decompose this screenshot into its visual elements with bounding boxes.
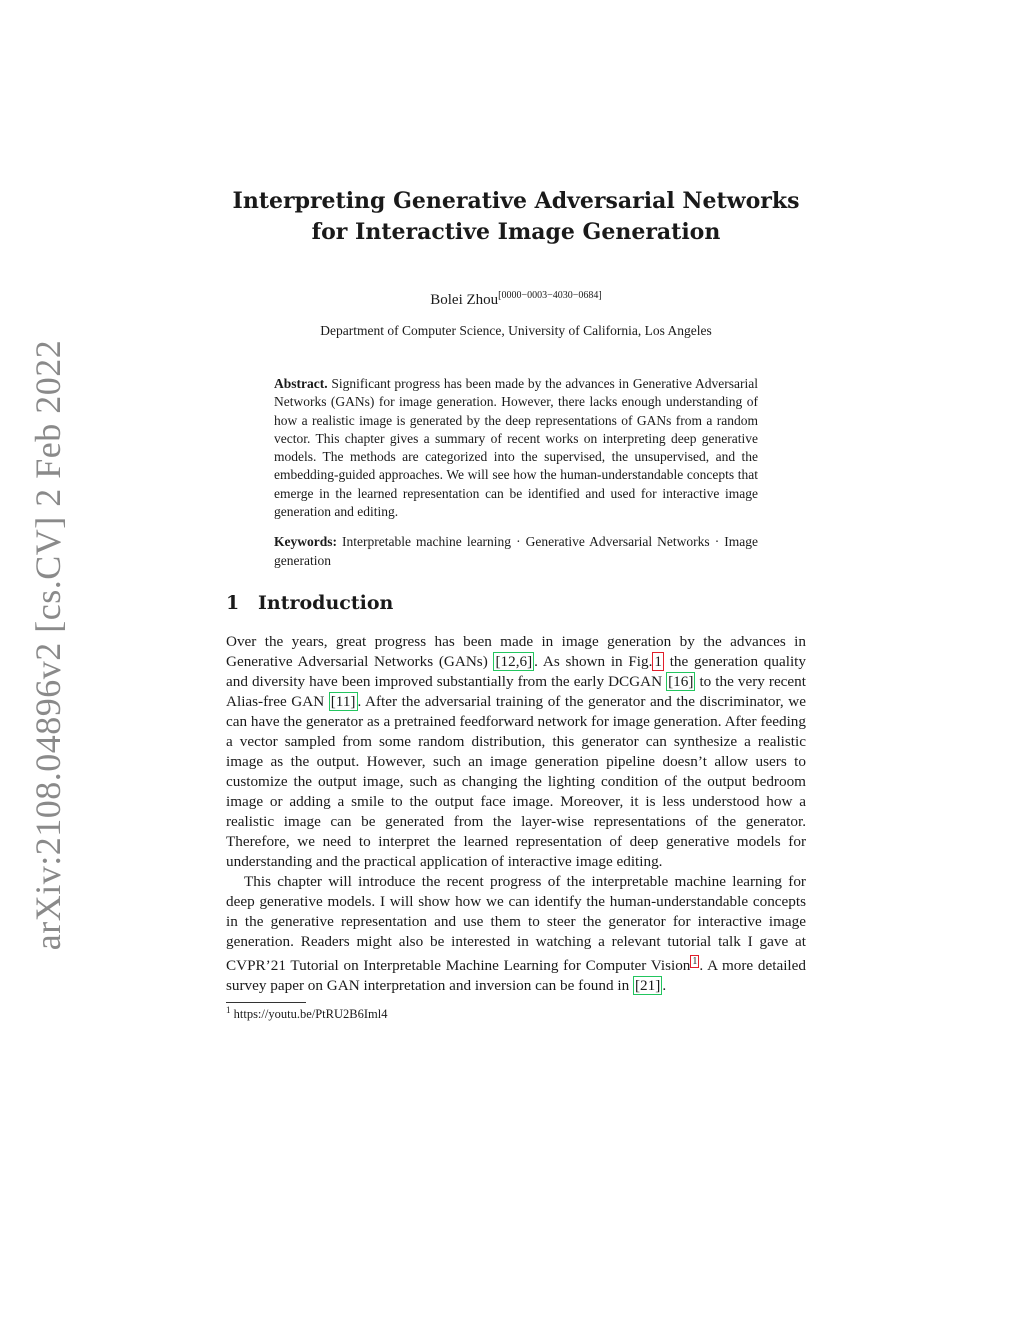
abstract xyxy=(274,375,758,521)
paper-page xyxy=(226,186,806,1022)
footnote-divider xyxy=(226,1002,306,1003)
p2-text-c: . xyxy=(662,977,667,995)
paragraph-2 xyxy=(226,872,806,996)
p1-text-c: the generation quality and diversity have been improved substantially from the early DCGAN xyxy=(226,652,806,690)
footnote-number: 1 xyxy=(226,1005,231,1016)
p1-text-a: Over the years, great progress has been made in image generation by the advances in Generative Adversarial Networks (GANs) xyxy=(226,632,806,670)
citation-link[interactable]: [11] xyxy=(330,692,356,710)
footnote xyxy=(226,1005,806,1022)
citation-link[interactable]: [12,6] xyxy=(495,652,533,670)
author-line xyxy=(226,290,806,309)
footnote-url[interactable]: https://youtu.be/PtRU2B6Iml4 xyxy=(233,1007,388,1022)
citation-link[interactable]: [21] xyxy=(635,977,661,995)
p1-text-d: to the very recent Alias-free GAN xyxy=(226,672,806,710)
author-name: Bolei Zhou xyxy=(430,292,499,308)
p2-text-a: This chapter will introduce the recent progress of the interpretable machine learning for deep generative models. I will show how we can identify the human-understandable concepts in the generative representation and use them to steer the generator for interactive image generation. Readers might also be interested in watching a relevant tutorial talk I gave at CVPR’21 Tutorial on Interpretable Machine Learning for Computer Vision xyxy=(226,872,806,975)
paragraph-1 xyxy=(226,632,806,872)
figure-link[interactable]: 1 xyxy=(654,652,662,670)
arxiv-identifier: arXiv:2108.04896v2 [cs.CV] 2 Feb 2022 xyxy=(28,339,69,951)
keywords xyxy=(274,533,758,570)
affiliation: Department of Computer Science, University of California, Los Angeles xyxy=(320,323,712,338)
abstract-label: Abstract. xyxy=(274,376,328,391)
paper-title xyxy=(226,186,806,248)
section-heading xyxy=(226,592,806,614)
footnote-link[interactable]: 1 xyxy=(692,955,698,967)
abstract-text: Significant progress has been made by the advances in Generative Adversarial Networks (GANs) for image generation. However, there lacks enough understanding of how a realistic image is generated by the deep representations of GANs from a random vector. This chapter gives a summary of recent works on interpreting deep generative models. The methods are categorized into the supervised, the unsupervised, and the embedding-guided approaches. We will see how the human-understandable concepts that emerge in the learned representation can be identified and used for interactive image generation and editing. xyxy=(274,376,759,520)
section-title: Introduction xyxy=(258,591,394,614)
arxiv-side-label xyxy=(18,339,78,951)
title-line-2: for Interactive Image Generation xyxy=(311,219,721,245)
keywords-text: Interpretable machine learning · Generative Adversarial Networks · Image generation xyxy=(274,534,758,568)
citation-link[interactable]: [16] xyxy=(668,672,694,690)
keywords-label: Keywords: xyxy=(274,534,337,550)
title-line-1: Interpreting Generative Adversarial Networks xyxy=(232,188,800,214)
p1-text-e: . After the adversarial training of the generator and the discriminator, we can have the generator as a pretrained feedforward network for image generation. After feeding a vector sampled from some random distribution, this generator can synthesize a realistic image as the output. However, such an image generation pipeline doesn’t allow users to customize the output image, such as changing the lighting condition of the output bedroom image or adding a smile to the output face image. Moreover, it is less understood how a realistic image can be generated from the layer-wise representations of the generator. Therefore, we need to interpret the learned representation of deep generative models for understanding and the practical application of interactive image editing. xyxy=(226,692,806,870)
section-number: 1 xyxy=(226,591,240,614)
p1-text-b: . As shown in Fig. xyxy=(534,652,653,670)
p2-text-b: . A more detailed survey paper on GAN interpretation and inversion can be found in xyxy=(226,957,806,995)
author-orcid[interactable]: [0000−0003−4030−0684] xyxy=(498,290,602,301)
